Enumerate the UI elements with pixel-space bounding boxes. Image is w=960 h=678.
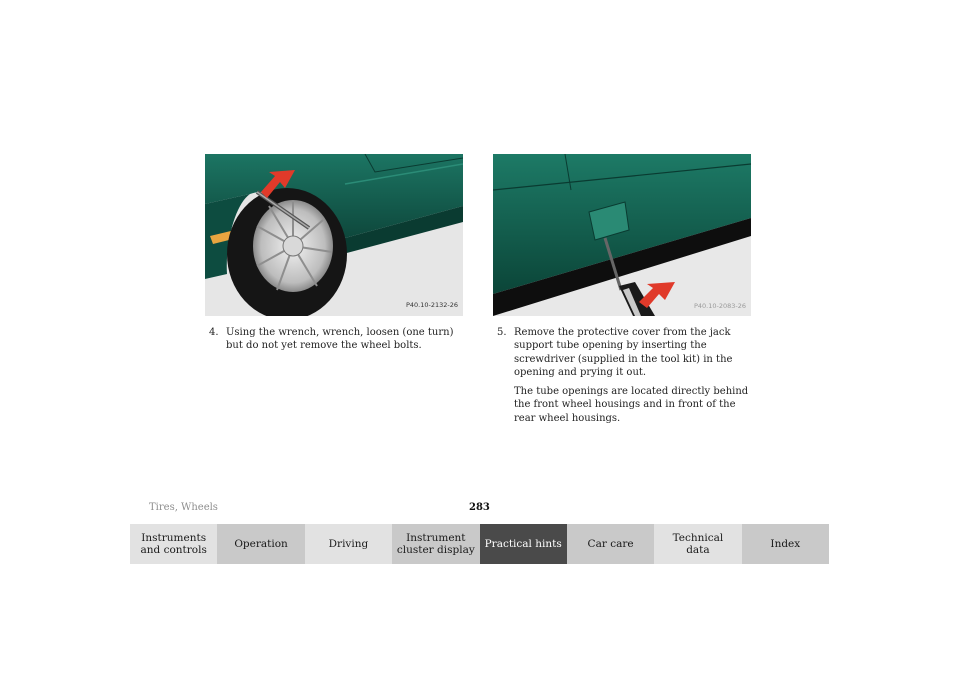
tab-index[interactable]: Index — [742, 524, 829, 564]
tab-instruments-and-controls[interactable]: Instruments and controls — [130, 524, 217, 564]
tab-practical-hints[interactable]: Practical hints — [480, 524, 567, 564]
step-text: Using the wrench, wrench, loosen (one turn) but do not yet remove the wheel bolts. — [226, 327, 454, 352]
tab-operation[interactable]: Operation — [217, 524, 304, 564]
step-4 — [209, 326, 471, 353]
step-text: Remove the protective cover from the jack support tube opening by inserting the screwdriver (supplied in the tool kit) in the opening and prying it out. — [514, 327, 733, 378]
tab-driving[interactable]: Driving — [305, 524, 392, 564]
wheel-bolt-figure — [205, 154, 463, 316]
step-number: 4. — [209, 327, 219, 338]
figure-code: P40.10-2132-26 — [405, 301, 458, 309]
tab-technical-data[interactable]: Technical data — [654, 524, 741, 564]
jack-tube-cover-illustration — [493, 154, 751, 316]
step-note: The tube openings are located directly behind the front wheel housings and in front of the rear wheel housings. — [514, 386, 749, 424]
wheel-bolt-wrench-illustration — [205, 154, 463, 316]
jack-tube-figure — [493, 154, 751, 316]
section-title: Tires, Wheels — [149, 502, 218, 513]
chapter-navigation — [130, 524, 829, 564]
tab-instrument-cluster-display[interactable]: Instrument cluster display — [392, 524, 479, 564]
figure-code: P40.10-2083-26 — [693, 302, 746, 310]
step-number: 5. — [497, 327, 507, 338]
page-number: 283 — [469, 502, 490, 513]
step-5 — [497, 326, 759, 425]
tab-car-care[interactable]: Car care — [567, 524, 654, 564]
